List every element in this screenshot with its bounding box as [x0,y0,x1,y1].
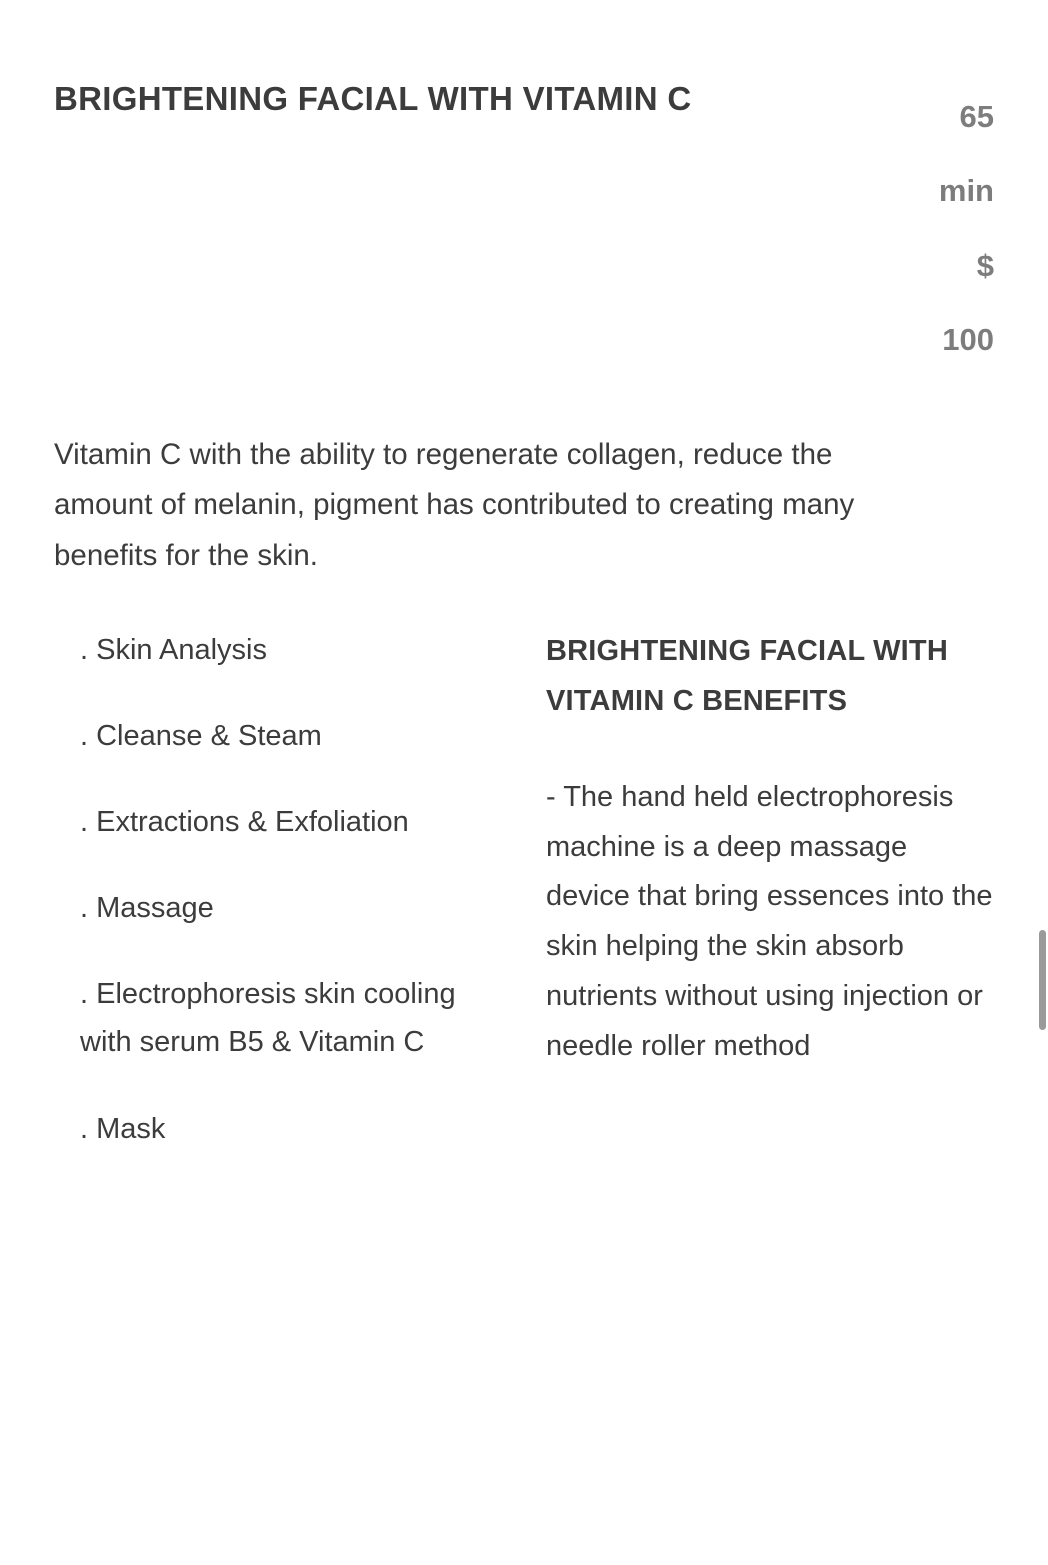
service-body-columns [54,626,994,1191]
list-item: . Electrophoresis skin cooling with serum B5 & Vitamin C [80,978,456,1059]
list-item: . Mask [80,1112,166,1145]
currency-symbol: $ [976,247,994,283]
treatment-steps-list [54,626,506,1191]
list-item: . Skin Analysis [80,633,267,666]
service-meta [890,78,994,378]
benefits-heading: BRIGHTENING FACIAL WITH VITAMIN C BENEFITS [546,634,948,718]
list-item: . Extractions & Exfoliation [80,806,409,839]
service-header [54,78,994,378]
page-title: BRIGHTENING FACIAL WITH VITAMIN C [54,80,692,117]
scrollbar-thumb[interactable] [1039,930,1046,1030]
list-item: . Cleanse & Steam [80,719,322,752]
benefits-section [546,626,994,1191]
duration-unit: min [938,173,994,209]
benefits-text: - The hand held electrophoresis machine is a deep massage device that bring essences into the skin helping the skin absorb nutrients without using injection or needle roller method [546,780,993,1063]
scrollbar[interactable] [1038,0,1048,1565]
price-value: 100 [942,322,994,358]
duration-value: 65 [959,99,994,134]
list-item: . Massage [80,892,214,925]
service-description: Vitamin C with the ability to regenerate collagen, reduce the amount of melanin, pigment has contributed to creating many benefits for the skin. [54,437,855,573]
